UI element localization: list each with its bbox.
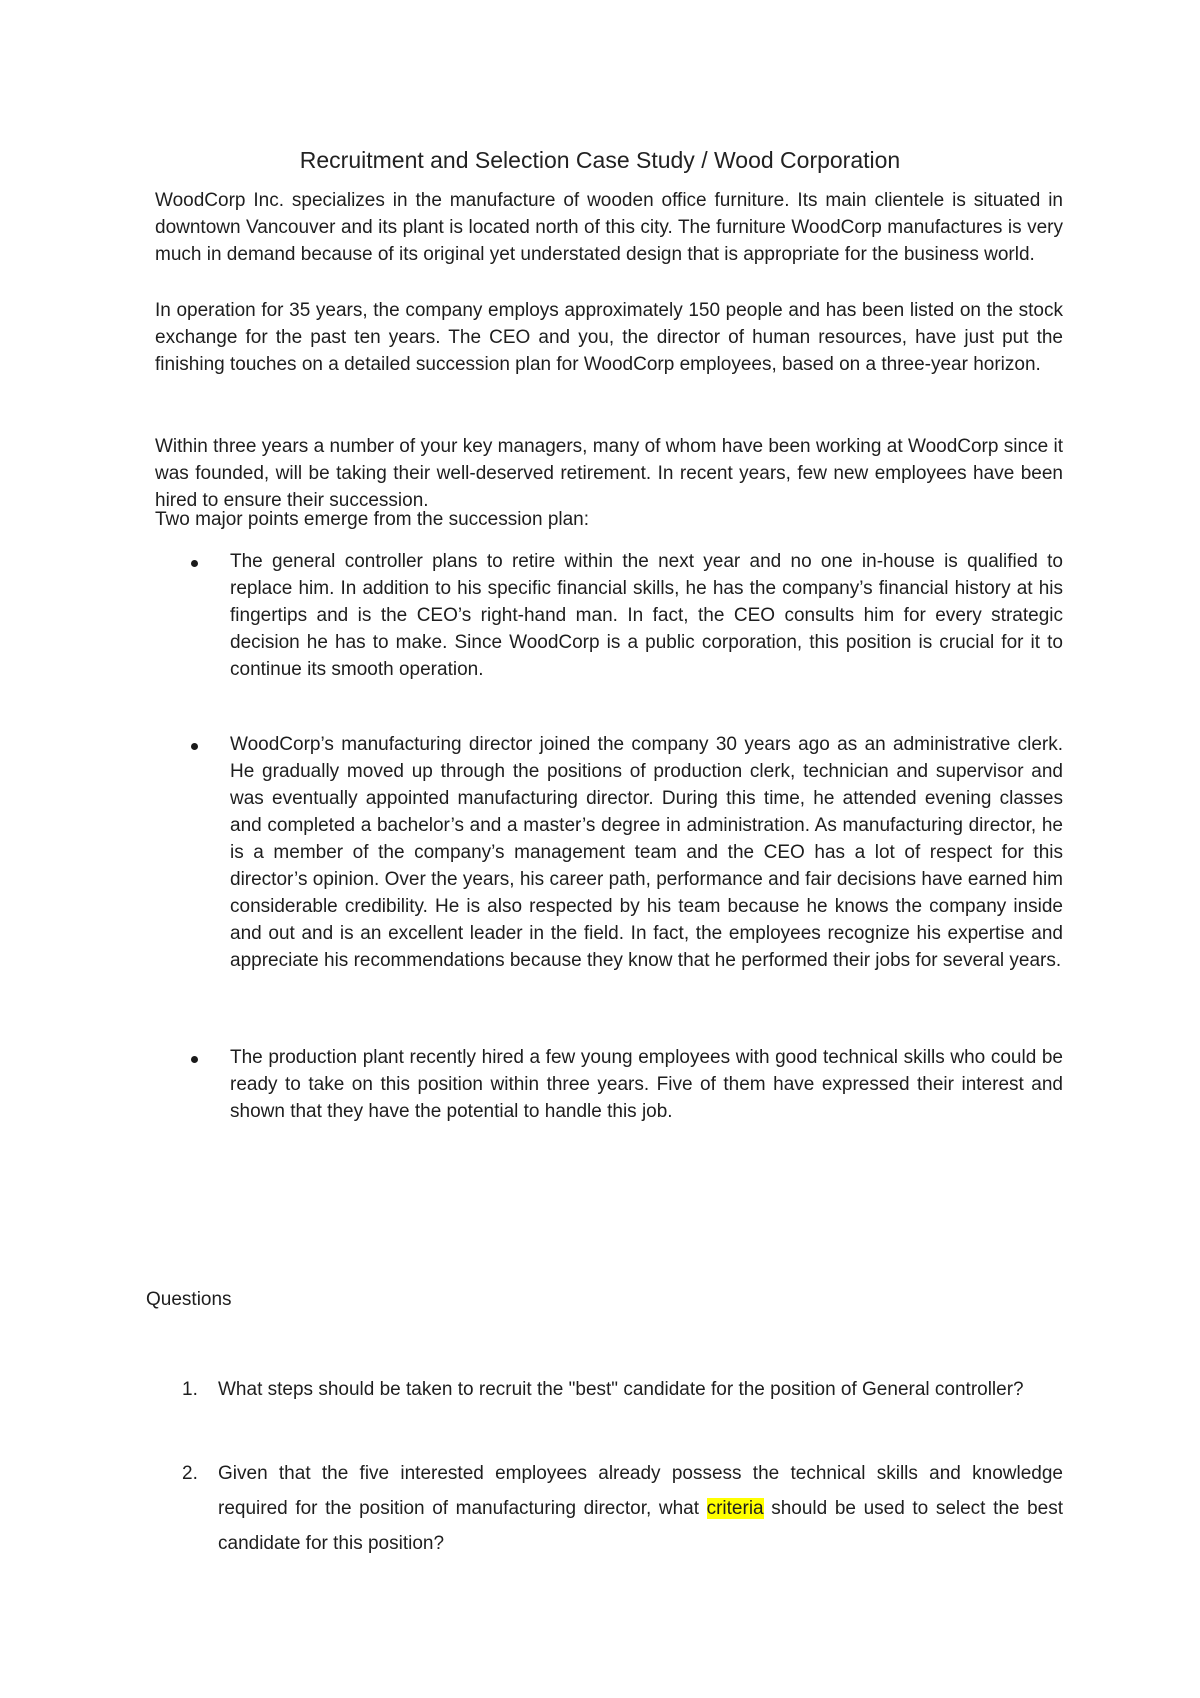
paragraph-company-intro: WoodCorp Inc. specializes in the manufacture of wooden office furniture. Its main clientele is situated in downtown Vancouver and its plant is located north of this city. The furniture WoodCorp manufactures is very much in demand because of its original yet understated design that is appropriate for the business world.	[155, 190, 1063, 265]
bullet-text: WoodCorp’s manufacturing director joined the company 30 years ago as an administrative clerk. He gradually moved up through the positions of production clerk, technician and supervisor and was eventually appointed manufacturing director. During this time, he attended evening classes and completed a bachelor’s and a master’s degree in administration. As manufacturing director, he is a member of the company’s management team and the CEO has a lot of respect for this director’s opinion. Over the years, his career path, performance and fair decisions have earned him considerable credibility. He is also respected by his team because he knows the company inside and out and is an excellent leader in the field. In fact, the employees recognize his expertise and appreciate his recommendations because they know that he performed their jobs for several years.	[230, 734, 1063, 971]
question-number: 2.	[182, 1463, 198, 1484]
question-text	[218, 1456, 1063, 1561]
question-text: What steps should be taken to recruit the "best" candidate for the position of General controller?	[218, 1379, 1024, 1400]
bullet-icon	[191, 1056, 198, 1063]
document-title: Recruitment and Selection Case Study / Wood Corporation	[299, 147, 901, 173]
question-number: 1.	[182, 1379, 198, 1400]
bullet-text: The general controller plans to retire within the next year and no one in-house is qualified to replace him. In addition to his specific financial skills, he has the company’s financial history at his fingertips and is the CEO’s right-hand man. In fact, the CEO consults him for every strategic decision he has to make. Since WoodCorp is a public corporation, this position is crucial for it to continue its smooth operation.	[230, 551, 1063, 680]
question-text-before: Given that the five interested employees already possess the technical skills and knowledge required for the position of manufacturing director, what	[218, 1463, 1063, 1519]
bullet-icon	[191, 743, 198, 750]
paragraph-succession-plan: In operation for 35 years, the company employs approximately 150 people and has been listed on the stock exchange for the past ten years. The CEO and you, the director of human resources, have just put the finishing touches on a detailed succession plan for WoodCorp employees, based on a three-year horizon.	[155, 300, 1063, 375]
bullet-icon	[191, 560, 198, 567]
question-text-after: should be used to select the best candidate for this position?	[218, 1498, 1063, 1554]
bullet-text: The production plant recently hired a few young employees with good technical skills who could be ready to take on this position within three years. Five of them have expressed their interest and shown that they have the potential to handle this job.	[230, 1047, 1063, 1122]
paragraph-retirement: Within three years a number of your key managers, many of whom have been working at WoodCorp since it was founded, will be taking their well-deserved retirement. In recent years, few new employees have been hired to ensure their succession.	[155, 436, 1063, 511]
questions-heading: Questions	[146, 1289, 232, 1310]
highlighted-word: criteria	[706, 1498, 764, 1519]
paragraph-major-points: Two major points emerge from the succession plan:	[155, 509, 590, 530]
